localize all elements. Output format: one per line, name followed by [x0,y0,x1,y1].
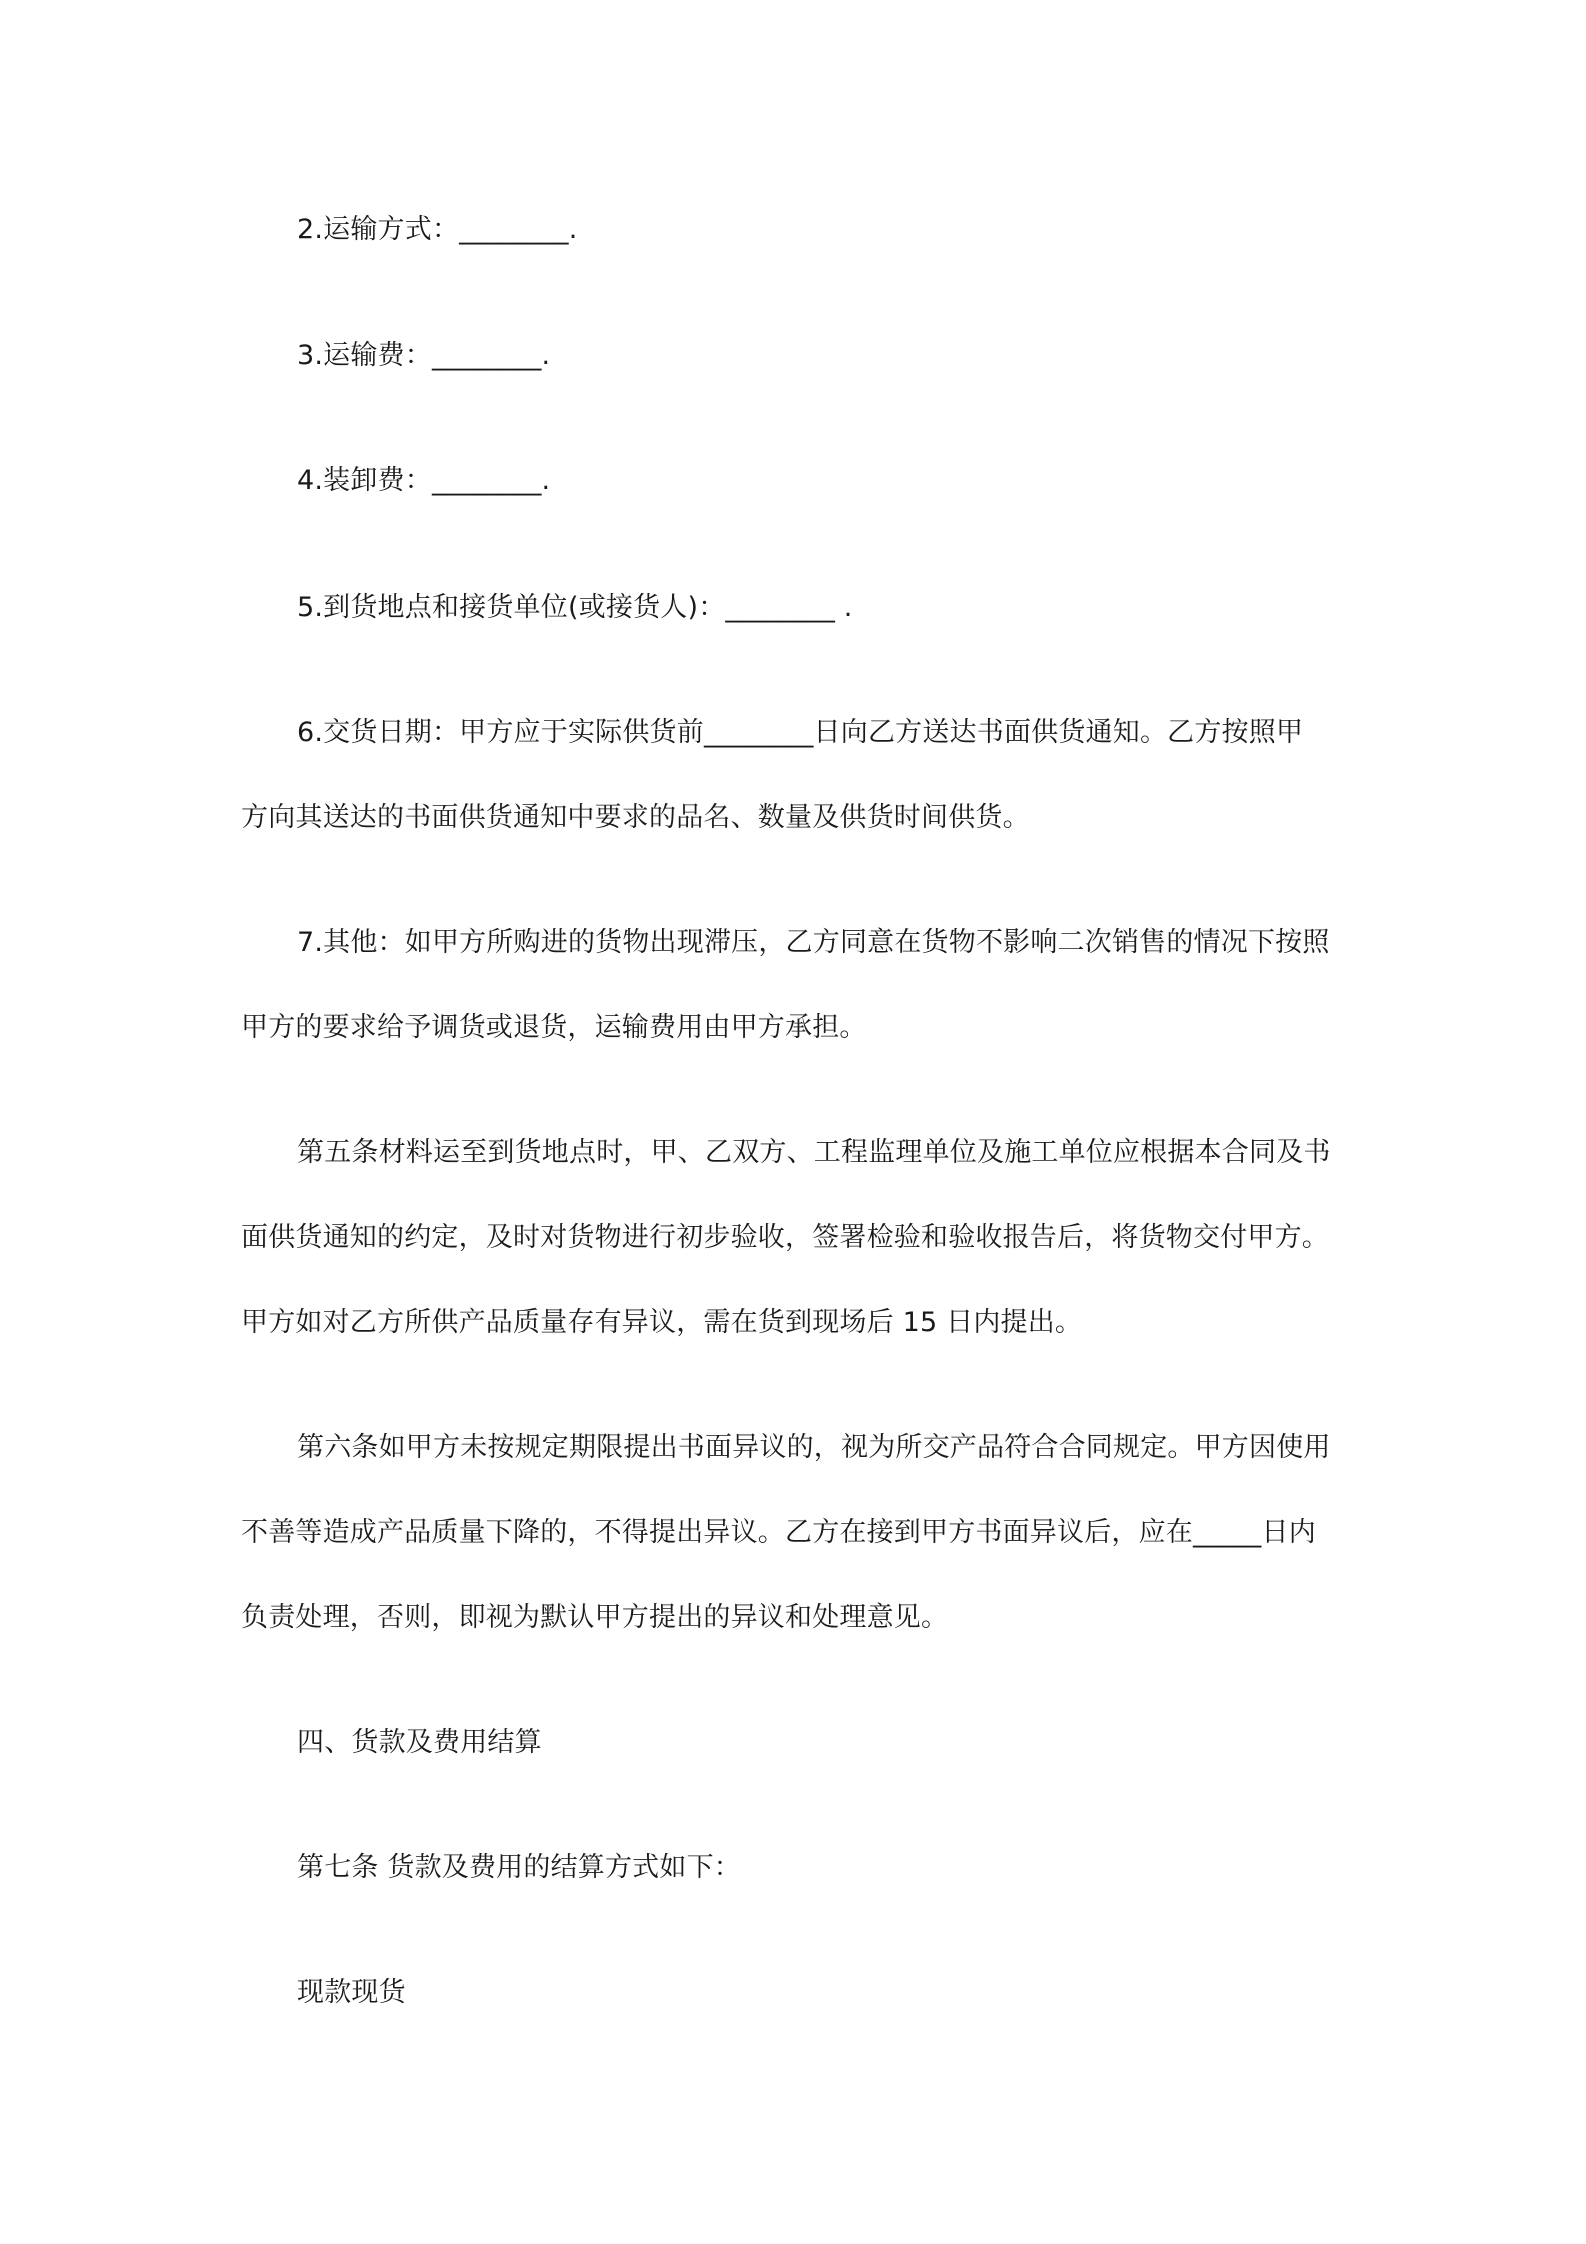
article-five-line-3: 甲方如对乙方所供产品质量存有异议，需在货到现场后 15 日内提出。 [241,1307,1083,1338]
clause-transport-fee: 3.运输费：________. [297,340,551,371]
clause-delivery-location: 5.到货地点和接货单位(或接货人)：________ . [297,592,853,623]
clause-handling-fee: 4.装卸费：________. [297,465,551,496]
article-six-line-2: 不善等造成产品质量下降的，不得提出异议。乙方在接到甲方书面异议后，应在_____日内 [241,1517,1316,1548]
clause-transport-method: 2.运输方式：________. [297,214,578,245]
clause-delivery-date-line-2: 方向其送达的书面供货通知中要求的品名、数量及供货时间供货。 [241,802,1030,833]
article-six-line-3: 负责处理，否则，即视为默认甲方提出的异议和处理意见。 [241,1602,949,1633]
article-six-line-1: 第六条如甲方未按规定期限提出书面异议的，视为所交产品符合合同规定。甲方因使用 [297,1432,1331,1463]
article-seven: 第七条 货款及费用的结算方式如下： [297,1852,741,1883]
clause-other-line-1: 7.其他：如甲方所购进的货物出现滞压，乙方同意在货物不影响二次销售的情况下按照 [297,927,1330,958]
article-five-line-1: 第五条材料运至到货地点时，甲、乙双方、工程监理单位及施工单位应根据本合同及书 [297,1137,1331,1168]
clause-delivery-date-line-1: 6.交货日期：甲方应于实际供货前________日向乙方送达书面供货通知。乙方按照甲 [297,717,1304,748]
article-five-line-2: 面供货通知的约定，及时对货物进行初步验收，签署检验和验收报告后，将货物交付甲方。 [241,1222,1329,1253]
section-heading-payment: 四、货款及费用结算 [297,1727,542,1758]
clause-other-line-2: 甲方的要求给予调货或退货，运输费用由甲方承担。 [241,1012,867,1043]
payment-method-cash: 现款现货 [297,1977,406,2008]
